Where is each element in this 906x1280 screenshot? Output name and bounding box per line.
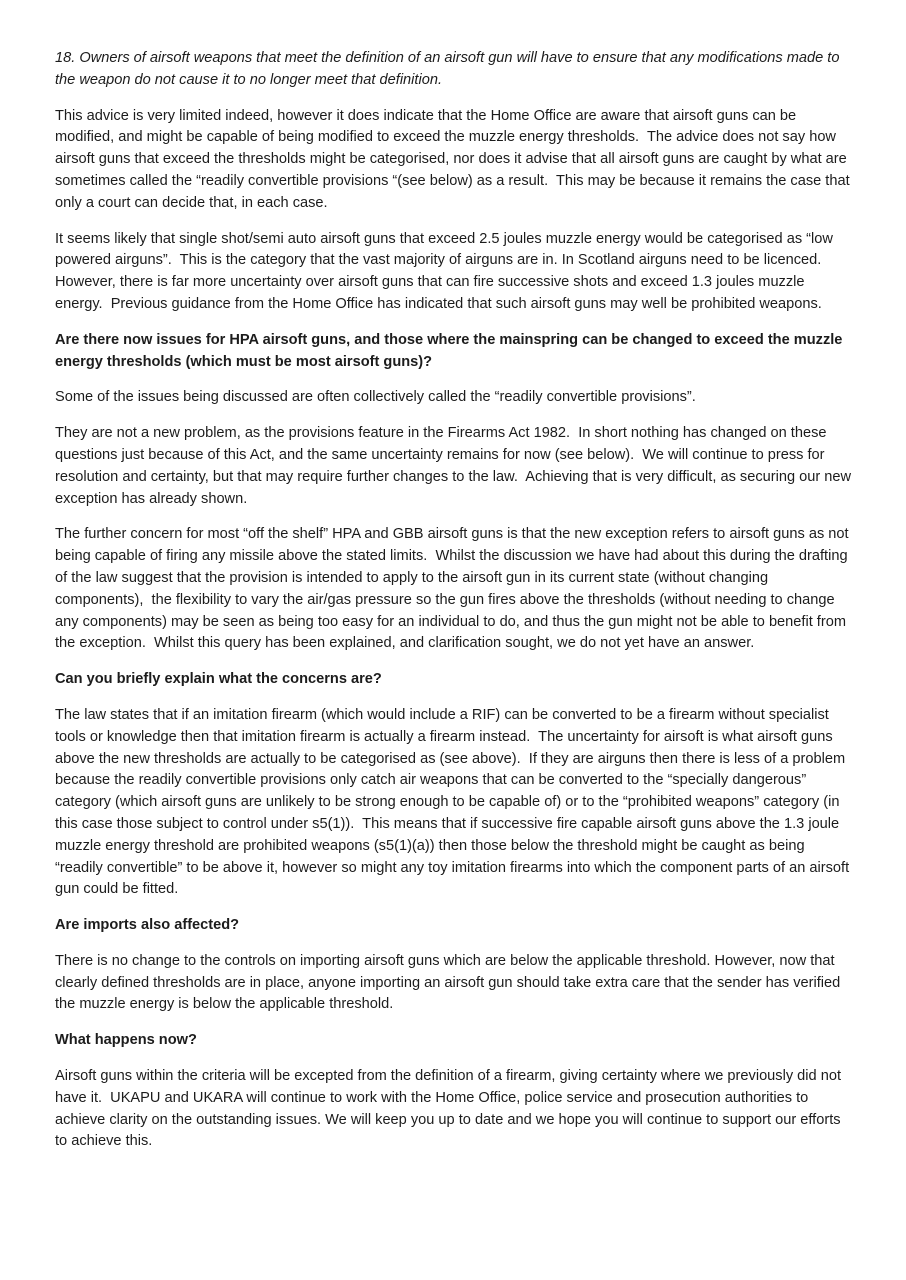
paragraph-advice-limited: This advice is very limited indeed, however it does indicate that the Home Office are aware that airsoft guns can be modified, and might be capable of being modified to exceed the muzzle energy thresholds. The advice does not say how airsoft guns that exceed the thresholds might be categorised, nor does it advise that all airsoft guns are caught by what are sometimes called the “readily convertible provisions “(see below) as a result. This may be because it remains the case that only a court can decide that, in each case. xyxy=(55,107,854,211)
paragraph-readily-convertible: Some of the issues being discussed are often collectively called the “readily convertible provisions”. xyxy=(55,389,696,406)
paragraph-imports: There is no change to the controls on importing airsoft guns which are below the applicable threshold. However, now that clearly defined thresholds are in place, anyone importing an airsoft gun should take extra care that the sender has verified the muzzle energy is below the applicable threshold. xyxy=(55,952,845,1013)
paragraph-law-states: The law states that if an imitation firearm (which would include a RIF) can be converted to be a firearm without specialist tools or knowledge then that imitation firearm is actually a firearm instead. The uncertainty for airsoft is what airsoft guns above the new thresholds are actually to be categorised as (see above). If they are airguns then there is less of a problem because the readily convertible provisions only catch air weapons that can be converted to the “specially dangerous” category (which airsoft guns are unlikely to be strong enough to be capable of) or to the “prohibited weapons” category (in this case those subject to control under s5(1)). This means that if successive fire capable airsoft guns above the 1.3 joule muzzle energy threshold are prohibited weapons (s5(1)(a)) then those below the threshold might be caught as being “readily convertible” to be above it, however so might any toy imitation firearms into which the component parts of an airsoft gun could be fitted. xyxy=(55,706,854,898)
paragraph-further-concern: The further concern for most “off the shelf” HPA and GBB airsoft guns is that the new exception refers to airsoft guns as not being capable of firing any missile above the stated limits. Whilst the discussion we have had about this during the drafting of the law suggest that the provision is intended to apply to the airsoft gun in its current state (without changing components), the flexibility to vary the air/gas pressure so the gun fires above the thresholds (without needing to change any components) may be seen as being too easy for an individual to do, and thus the gun might not be able to benefit from the exception. Whilst this query has been explained, and clarification sought, we do not yet have an answer. xyxy=(55,526,853,652)
section-heading-imports: Are imports also affected? xyxy=(55,917,240,934)
paragraph-not-new-problem: They are not a new problem, as the provisions feature in the Firearms Act 1982. In short nothing has changed on these questions just because of this Act, and the same uncertainty remains for now (see below). We will continue to press for resolution and certainty, but that may require further changes to the law. Achieving that is very difficult, as securing our new exception has already shown. xyxy=(55,425,856,507)
paragraph-categorisation: It seems likely that single shot/semi auto airsoft guns that exceed 2.5 joules muzzle energy would be categorised as “low powered airguns”. This is the category that the vast majority of airguns are in. In Scotland airguns need to be licenced. However, there is far more uncertainty over airsoft guns that can fire successive shots and exceed 1.3 joules muzzle energy. Previous guidance from the Home Office has indicated that such airsoft guns may well be prohibited weapons. xyxy=(55,230,837,312)
section-heading-hpa-issues: Are there now issues for HPA airsoft guns, and those where the mainspring can be changed to exceed the muzzle energy thresholds (which must be most airsoft guns)? xyxy=(55,331,847,370)
section-heading-what-happens-now: What happens now? xyxy=(55,1032,197,1049)
paragraph-what-happens-now: Airsoft guns within the criteria will be excepted from the definition of a firearm, giving certainty where we previously did not have it. UKAPU and UKARA will continue to work with the Home Office, police service and prosecution authorities to achieve clarity on the outstanding issues. We will keep you up to date and we hope you will continue to support our efforts to achieve this. xyxy=(55,1068,846,1150)
section-heading-concerns: Can you briefly explain what the concerns are? xyxy=(55,671,382,688)
document-body xyxy=(55,48,856,1167)
numbered-advice-note: 18. Owners of airsoft weapons that meet the definition of an airsoft gun will have to ensure that any modifications made to the weapon do not cause it to no longer meet that definition. xyxy=(55,50,844,88)
